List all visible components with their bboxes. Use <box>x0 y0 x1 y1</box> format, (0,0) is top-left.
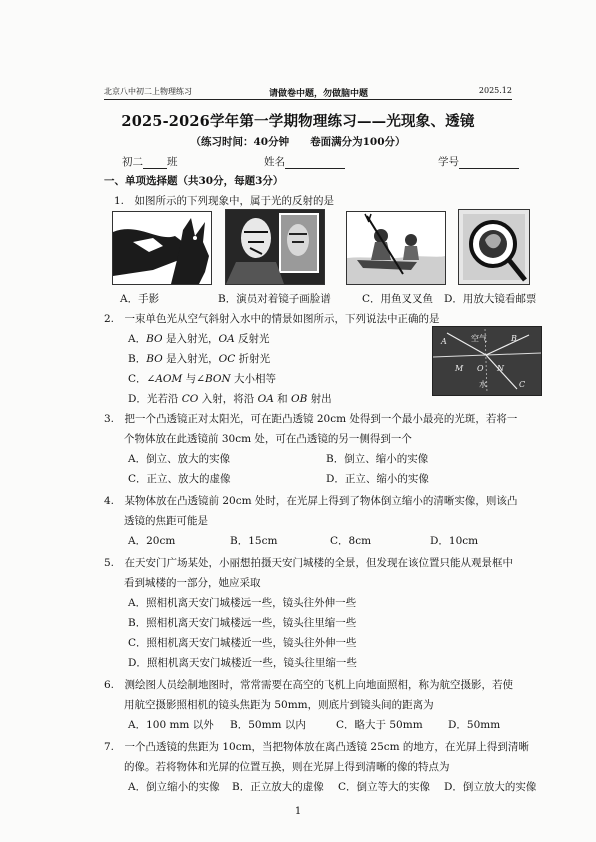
q7-option-d[interactable]: D．倒立放大的实像 <box>444 781 537 793</box>
q4-line1: 4. 某物体放在凸透镜前 20cm 处时，在光屏上得到了物体倒立缩小的清晰实像，则该凸 <box>104 495 518 507</box>
diagram-label-n: N <box>497 364 504 373</box>
q3-line1: 3. 把一个凸透镜正对太阳光，可在距凸透镜 20cm 处得到一个最小最亮的光斑，若将一 <box>104 413 518 425</box>
q6-option-c[interactable]: C．略大于 50mm <box>336 719 423 731</box>
magnifier-stamp-image <box>458 209 530 285</box>
section-heading: 一、单项选择题（共30分，每题3分） <box>104 175 284 187</box>
name-field: 姓名 <box>264 154 345 169</box>
diagram-label-o: O <box>477 364 484 373</box>
q7-option-b[interactable]: B．正立放大的虚像 <box>232 781 324 793</box>
q4-line2: 透镜的焦距可能是 <box>124 515 208 527</box>
exam-subtitle: （练习时间：40分钟 卷面满分为100分） <box>190 136 406 148</box>
q7-line1: 7. 一个凸透镜的焦距为 10cm，当把物体放在离凸透镜 25cm 的地方，在光屏上得到清晰 <box>104 741 529 753</box>
diagram-label-m: M <box>455 364 464 373</box>
q4-option-b[interactable]: B．15cm <box>230 535 278 547</box>
q1-option-c[interactable]: C．用鱼叉叉鱼 <box>362 293 434 305</box>
diagram-label-water: 水 <box>479 380 487 389</box>
q2-option-a[interactable]: A．BO 是入射光，OA 反射光 <box>128 333 270 345</box>
q1-option-b[interactable]: B．演员对着镜子画脸谱 <box>218 293 331 305</box>
q3-option-c[interactable]: C．正立、放大的虚像 <box>128 473 231 485</box>
header-school: 北京八中初二上物理练习 <box>104 87 192 96</box>
q1-option-a[interactable]: A．手影 <box>120 293 160 305</box>
q5-option-c[interactable]: C．照相机离天安门城楼近一些，镜头往外伸一些 <box>128 637 357 649</box>
q3-option-b[interactable]: B．倒立、缩小的实像 <box>326 453 429 465</box>
student-id-field: 学号 <box>438 154 519 169</box>
q3-line2: 个物体放在此透镜前 30cm 处，可在凸透镜的另一侧得到一个 <box>124 433 412 445</box>
q4-option-a[interactable]: A．20cm <box>128 535 176 547</box>
q5-option-a[interactable]: A．照相机离天安门城楼远一些，镜头往外伸一些 <box>128 597 357 609</box>
q3-option-a[interactable]: A．倒立、放大的实像 <box>128 453 231 465</box>
q7-line2: 的像。若将物体和光屏的位置互换，则在光屏上得到清晰的像的特点为 <box>124 761 450 773</box>
diagram-label-a: A <box>441 337 447 346</box>
q4-option-c[interactable]: C．8cm <box>330 535 372 547</box>
class-field: 初二 班 <box>122 156 178 168</box>
q3-option-d[interactable]: D．正立、缩小的实像 <box>326 473 429 485</box>
hand-shadow-image <box>112 211 212 285</box>
header-divider <box>104 99 512 100</box>
diagram-label-c: C <box>519 380 526 389</box>
q2-stem: 2. 一束单色光从空气斜射入水中的情景如图所示，下列说法中正确的是 <box>104 313 440 325</box>
name-blank[interactable] <box>285 157 345 169</box>
q4-option-d[interactable]: D．10cm <box>430 535 479 547</box>
q5-option-d[interactable]: D．照相机离天安门城楼近一些，镜头往里缩一些 <box>128 657 357 669</box>
class-blank[interactable] <box>143 157 167 169</box>
q7-option-a[interactable]: A．倒立缩小的实像 <box>128 781 220 793</box>
q6-line1: 6. 测绘图人员绘制地图时，常常需要在高空的飞机上向地面照相，称为航空摄影，若使 <box>104 679 514 691</box>
q6-line2: 用航空摄影照相机的镜头焦距为 50mm，则底片到镜头间的距离为 <box>124 699 434 711</box>
q2-option-c[interactable]: C．∠AOM 与∠BON 大小相等 <box>128 373 276 385</box>
q2-option-d[interactable]: D．光若沿 CO 入射，将沿 OA 和 OB 射出 <box>128 393 332 405</box>
q6-option-b[interactable]: B．50mm 以内 <box>230 719 306 731</box>
refraction-diagram <box>432 326 542 396</box>
q1-stem: 1. 如图所示的下列现象中，属于光的反射的是 <box>114 195 335 207</box>
q2-option-b[interactable]: B．BO 是入射光，OC 折射光 <box>128 353 271 365</box>
q7-option-c[interactable]: C．倒立等大的实像 <box>338 781 431 793</box>
q6-option-d[interactable]: D．50mm <box>448 719 501 731</box>
exam-title: 2025-2026学年第一学期物理练习——光现象、透镜 <box>121 113 475 130</box>
header-motto: 请做卷中题，勿做脑中题 <box>269 89 369 99</box>
q1-option-d[interactable]: D．用放大镜看邮票 <box>444 293 537 305</box>
actor-mirror-image <box>225 209 325 285</box>
id-blank[interactable] <box>459 157 519 169</box>
page-header <box>104 86 512 100</box>
diagram-label-air: 空气 <box>471 334 487 343</box>
q5-option-b[interactable]: B．照相机离天安门城楼远一些，镜头往里缩一些 <box>128 617 357 629</box>
q5-line2: 看到城楼的一部分，她应采取 <box>124 577 261 589</box>
diagram-label-b: B <box>511 334 517 343</box>
header-date: 2025.12 <box>478 86 512 95</box>
q5-line1: 5. 在天安门广场某处，小丽想拍摄天安门城楼的全景，但发现在该位置只能从观景框中 <box>104 557 514 569</box>
page-number: 1 <box>294 806 302 817</box>
q6-option-a[interactable]: A．100 mm 以外 <box>128 719 214 731</box>
fish-spearing-image <box>346 211 446 285</box>
